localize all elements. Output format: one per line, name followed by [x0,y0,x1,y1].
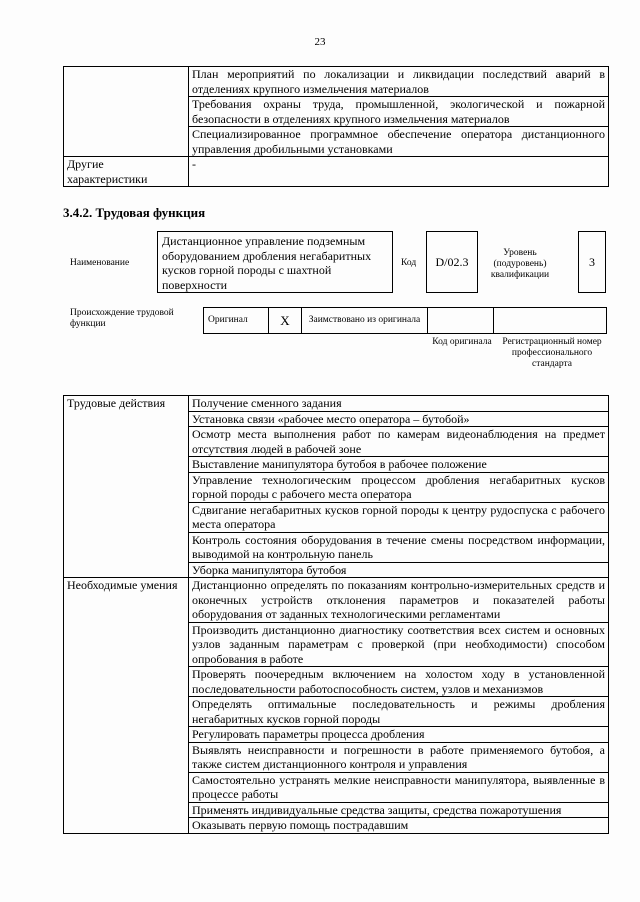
reg-number-caption: Регистрационный номер профессионального стандарта [502,337,602,369]
labor-action-item: Выставление манипулятора бутобоя в рабочее положение [189,457,609,473]
original-label: Оригинал [204,308,269,334]
borrowed-label: Заимствовано из оригинала [302,308,428,334]
level-label: Уровень (подуровень) квалификации [490,248,550,280]
function-details-table [63,395,609,834]
level-box: 3 [578,231,606,293]
labor-action-item: Установка связи «рабочее место оператора – бутобой» [189,411,609,427]
page-number: 23 [314,36,326,48]
original-code-cell [428,308,494,334]
reg-number-cell [494,308,607,334]
knowledge-item: Специализированное программное обеспечение оператора дистанционного управления дробильными установками [189,127,609,157]
labor-action-item: Сдвигание негабаритных кусков горной породы к центру рудоспуска с рабочего места оператора [189,502,609,532]
labor-action-item: Уборка манипулятора бутобоя [189,562,609,578]
origin-table [203,307,607,334]
knowledge-item: Требования охраны труда, промышленной, экологической и пожарной безопасности в отделениях крупного измельчения материалов [189,97,609,127]
original-mark: X [269,308,302,334]
top-continuation-table [63,66,609,187]
skill-item: Проверять поочередным включением на холостом ходу в установленной последовательности работоспособность систем, узлов и механизмов [189,667,609,697]
origin-label: Происхождение трудовой функции [70,308,174,329]
skill-item: Оказывать первую помощь пострадавшим [189,818,609,834]
other-characteristics-value: - [189,157,609,187]
original-code-caption: Код оригинала [432,337,492,347]
function-code-box: D/02.3 [426,231,478,293]
labor-action-item: Управление технологическим процессом дробления негабаритных кусков горной породы с рабочего места оператора [189,472,609,502]
name-label: Наименование [70,258,130,268]
skills-label: Необходимые умения [64,578,189,834]
skill-item: Определять оптимальные последовательность и режимы дробления негабаритных кусков горной породы [189,697,609,727]
skill-item: Самостоятельно устранять мелкие неисправности манипулятора, выявленные в процессе работы [189,772,609,802]
labor-action-item: Контроль состояния оборудования в течение смены посредством информации, выводимой на контрольную панель [189,532,609,562]
function-name-box: Дистанционное управление подземным оборудованием дробления негабаритных кусков горной породы с шахтной поверхности [157,231,393,293]
skill-item: Дистанционно определять по показаниям контрольно-измерительных средств и оконечных устройств отклонения параметров и показателей работы оборудования от заданных технологическими регламентами [189,578,609,623]
other-characteristics-label: Другие характеристики [64,157,189,187]
knowledge-item: План мероприятий по локализации и ликвидации последствий аварий в отделениях крупного измельчения материалов [189,67,609,97]
skill-item: Выявлять неисправности и погрешности в работе применяемого бутобоя, а также систем дистанционного контроля и управления [189,742,609,772]
labor-action-item: Осмотр места выполнения работ по камерам видеонаблюдения на предмет отсутствия людей в рабочей зоне [189,427,609,457]
code-label: Код [401,258,417,268]
labor-action-item: Получение сменного задания [189,396,609,412]
section-title: 3.4.2. Трудовая функция [63,205,206,220]
labor-actions-label: Трудовые действия [64,396,189,578]
skill-item: Применять индивидуальные средства защиты, средства пожаротушения [189,802,609,818]
empty-label-cell [64,67,189,157]
skill-item: Производить дистанционно диагностику соответствия всех систем и основных узлов заданным параметрам с проверкой (при необходимости) способом опробования в работе [189,622,609,667]
skill-item: Регулировать параметры процесса дробления [189,727,609,743]
